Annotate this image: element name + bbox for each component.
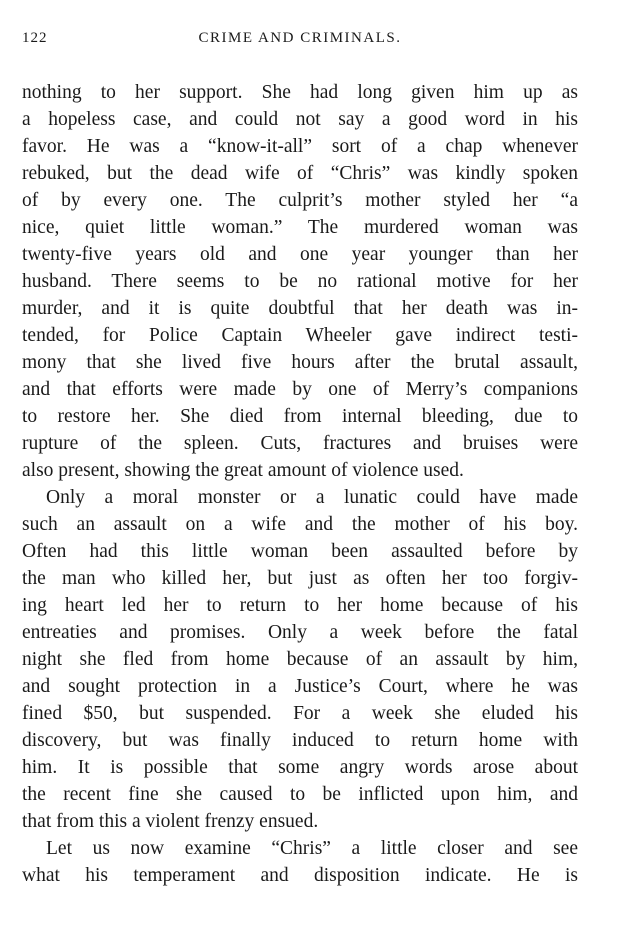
- text-line: him. It is possible that some angry words arose about: [22, 757, 578, 778]
- text-line: Often had this little woman been assaulted before by: [22, 541, 578, 562]
- text-line: of by every one. The culprit’s mother styled her “a: [22, 190, 578, 211]
- text-line: also present, showing the great amount of violence used.: [22, 460, 464, 481]
- text-line: Only a moral monster or a lunatic could have made: [46, 487, 578, 508]
- text-line: husband. There seems to be no rational motive for her: [22, 271, 578, 292]
- text-line: the man who killed her, but just as often her too forgiv-: [22, 568, 578, 589]
- page-number: 122: [22, 30, 48, 46]
- book-page: [22, 30, 578, 889]
- text-line: rupture of the spleen. Cuts, fractures and bruises were: [22, 433, 578, 454]
- text-line: murder, and it is quite doubtful that her death was in-: [22, 298, 578, 319]
- text-line: discovery, but was finally induced to return home with: [22, 730, 578, 751]
- text-line: nothing to her support. She had long given him up as: [22, 82, 578, 103]
- text-line: and that efforts were made by one of Merry’s companions: [22, 379, 578, 400]
- text-line: entreaties and promises. Only a week before the fatal: [22, 622, 578, 643]
- text-line: and sought protection in a Justice’s Court, where he was: [22, 676, 578, 697]
- text-line: twenty-five years old and one year younger than her: [22, 244, 578, 265]
- text-line: fined $50, but suspended. For a week she eluded his: [22, 703, 578, 724]
- text-line: the recent fine she caused to be inflicted upon him, and: [22, 784, 578, 805]
- text-line: what his temperament and disposition indicate. He is: [22, 865, 578, 886]
- text-line: rebuked, but the dead wife of “Chris” was kindly spoken: [22, 163, 578, 184]
- text-line: such an assault on a wife and the mother of his boy.: [22, 514, 578, 535]
- text-line: tended, for Police Captain Wheeler gave indirect testi-: [22, 325, 578, 346]
- text-line: to restore her. She died from internal bleeding, due to: [22, 406, 578, 427]
- text-line: favor. He was a “know-it-all” sort of a chap whenever: [22, 136, 578, 157]
- text-line: nice, quiet little woman.” The murdered woman was: [22, 217, 578, 238]
- body-text: [22, 79, 578, 889]
- running-title: CRIME AND CRIMINALS.: [198, 30, 402, 46]
- text-line: Let us now examine “Chris” a little closer and see: [46, 838, 578, 859]
- text-line: a hopeless case, and could not say a good word in his: [22, 109, 578, 130]
- text-line: that from this a violent frenzy ensued.: [22, 811, 319, 832]
- text-line: night she fled from home because of an assault by him,: [22, 649, 578, 670]
- text-line: ing heart led her to return to her home because of his: [22, 595, 578, 616]
- text-line: mony that she lived five hours after the brutal assault,: [22, 352, 578, 373]
- running-head: [22, 30, 578, 54]
